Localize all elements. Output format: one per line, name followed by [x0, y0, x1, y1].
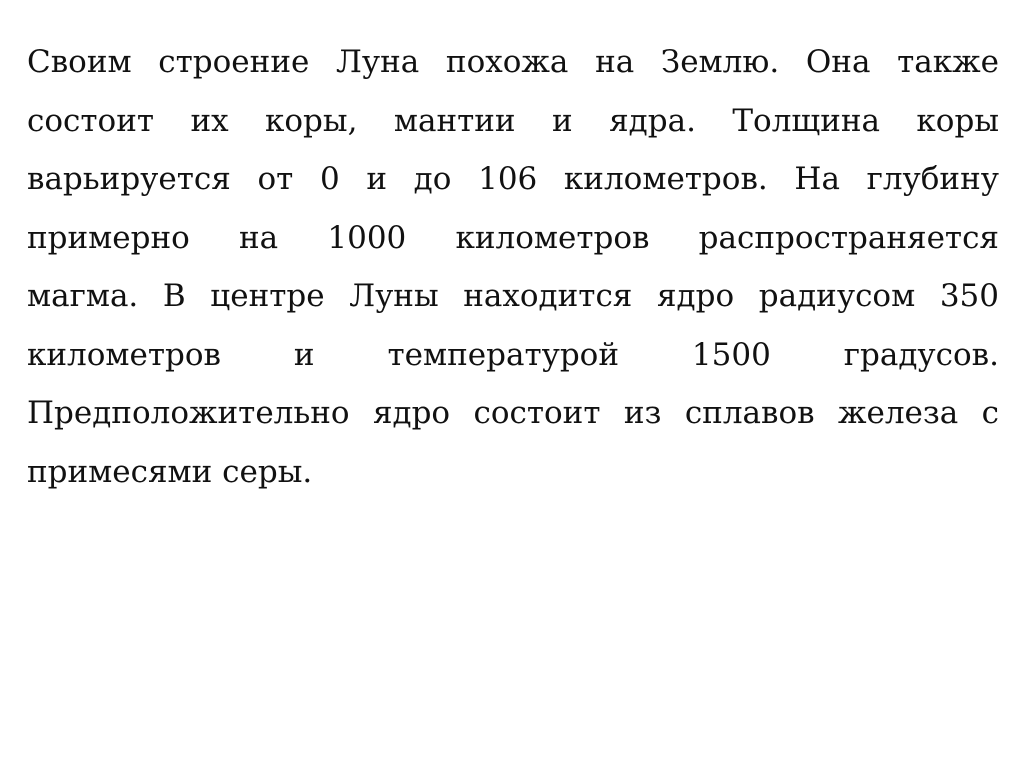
text-line: примерно на 1000 километров распространяется [27, 219, 999, 256]
text-line: магма. В центре Луны находится ядро радиусом 350 [27, 278, 999, 314]
text-line: варьируется от 0 и до 106 километров. На глубину [27, 161, 999, 197]
text-line: километров и температурой 1500 градусов. [27, 336, 999, 373]
text-line: состоит их коры, мантии и ядра. Толщина коры [27, 102, 999, 139]
text-line: Своим строение Луна похожа на Землю. Она также [27, 44, 999, 80]
text-line: Предположительно ядро состоит из сплавов железа с [27, 395, 999, 431]
text-line: примесями серы. [27, 453, 313, 490]
slide-body-text [27, 33, 999, 501]
